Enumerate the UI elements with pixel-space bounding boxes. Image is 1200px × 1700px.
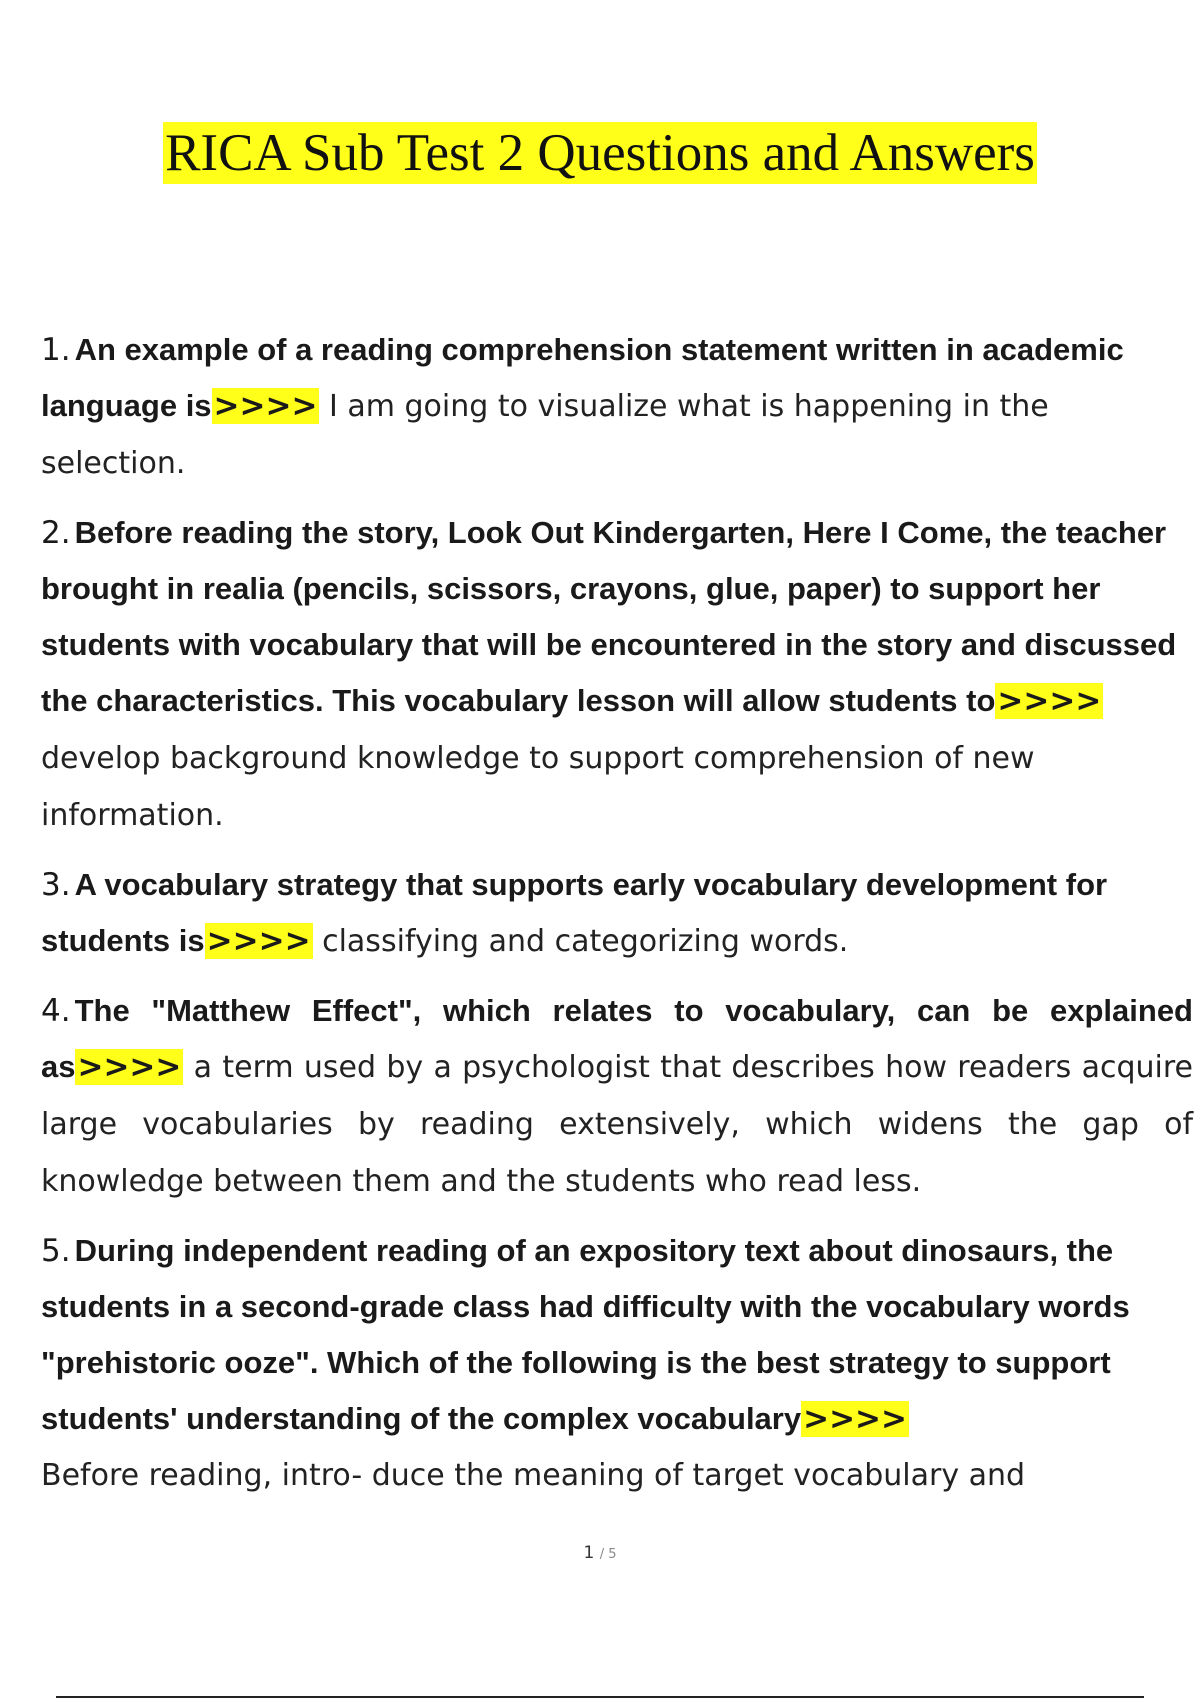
answer-arrow-highlight: >>>> — [213, 388, 318, 424]
total-pages: / 5 — [599, 1547, 617, 1562]
answer-text: I am going to visualize what is happening in the selection. — [41, 389, 1049, 481]
page-bottom-divider — [56, 1696, 1144, 1698]
answer-arrow-highlight: >>>> — [77, 1049, 182, 1085]
question-text: Before reading the story, Look Out Kindergarten, Here I Come, the teacher brought in realia (pencils, scissors, crayons, glue, paper) to support her students with vocabulary that will be encountered in the story and discussed the characteristics. This vocabulary lesson will allow students to — [41, 515, 1177, 718]
answer-arrow-highlight: >>>> — [803, 1401, 908, 1437]
document-title: RICA Sub Test 2 Questions and Answers — [165, 124, 1035, 182]
answer-text: a term used by a psychologist that describes how readers acquire large vocabularies by reading extensively, which widens the gap of knowledge between them and the students who read less. — [41, 1050, 1193, 1199]
answer-text: classifying and categorizing words. — [312, 924, 849, 959]
question-text: During independent reading of an expository text about dinosaurs, the students in a second-grade class had difficulty with the vocabulary words "prehistoric ooze". Which of the following is the best strategy to support students' understanding of the complex vocabulary — [41, 1233, 1130, 1436]
item-number: 4. — [41, 993, 71, 1029]
page-indicator — [0, 1543, 1200, 1563]
item-number: 5. — [41, 1233, 71, 1269]
qa-list — [41, 322, 1193, 1517]
qa-item — [41, 505, 1193, 844]
qa-item — [41, 322, 1193, 492]
item-number: 1. — [41, 332, 71, 368]
qa-item — [41, 983, 1193, 1210]
qa-item — [41, 857, 1193, 970]
answer-text: develop background knowledge to support comprehension of new information. — [41, 741, 1035, 833]
answer-arrow-highlight: >>>> — [997, 683, 1102, 719]
item-number: 2. — [41, 515, 71, 551]
question-text: The "Matthew Effect", which relates to vocabulary, can be explained as — [41, 993, 1193, 1084]
title-container — [0, 122, 1200, 184]
answer-text: Before reading, intro- duce the meaning of target vocabulary and — [41, 1458, 1026, 1493]
question-text: An example of a reading comprehension statement written in academic language is — [41, 332, 1124, 423]
item-number: 3. — [41, 867, 71, 903]
current-page-number: 1 — [583, 1543, 595, 1563]
qa-item — [41, 1223, 1193, 1504]
question-text: A vocabulary strategy that supports early vocabulary development for students is — [41, 867, 1108, 958]
answer-arrow-highlight: >>>> — [206, 923, 311, 959]
